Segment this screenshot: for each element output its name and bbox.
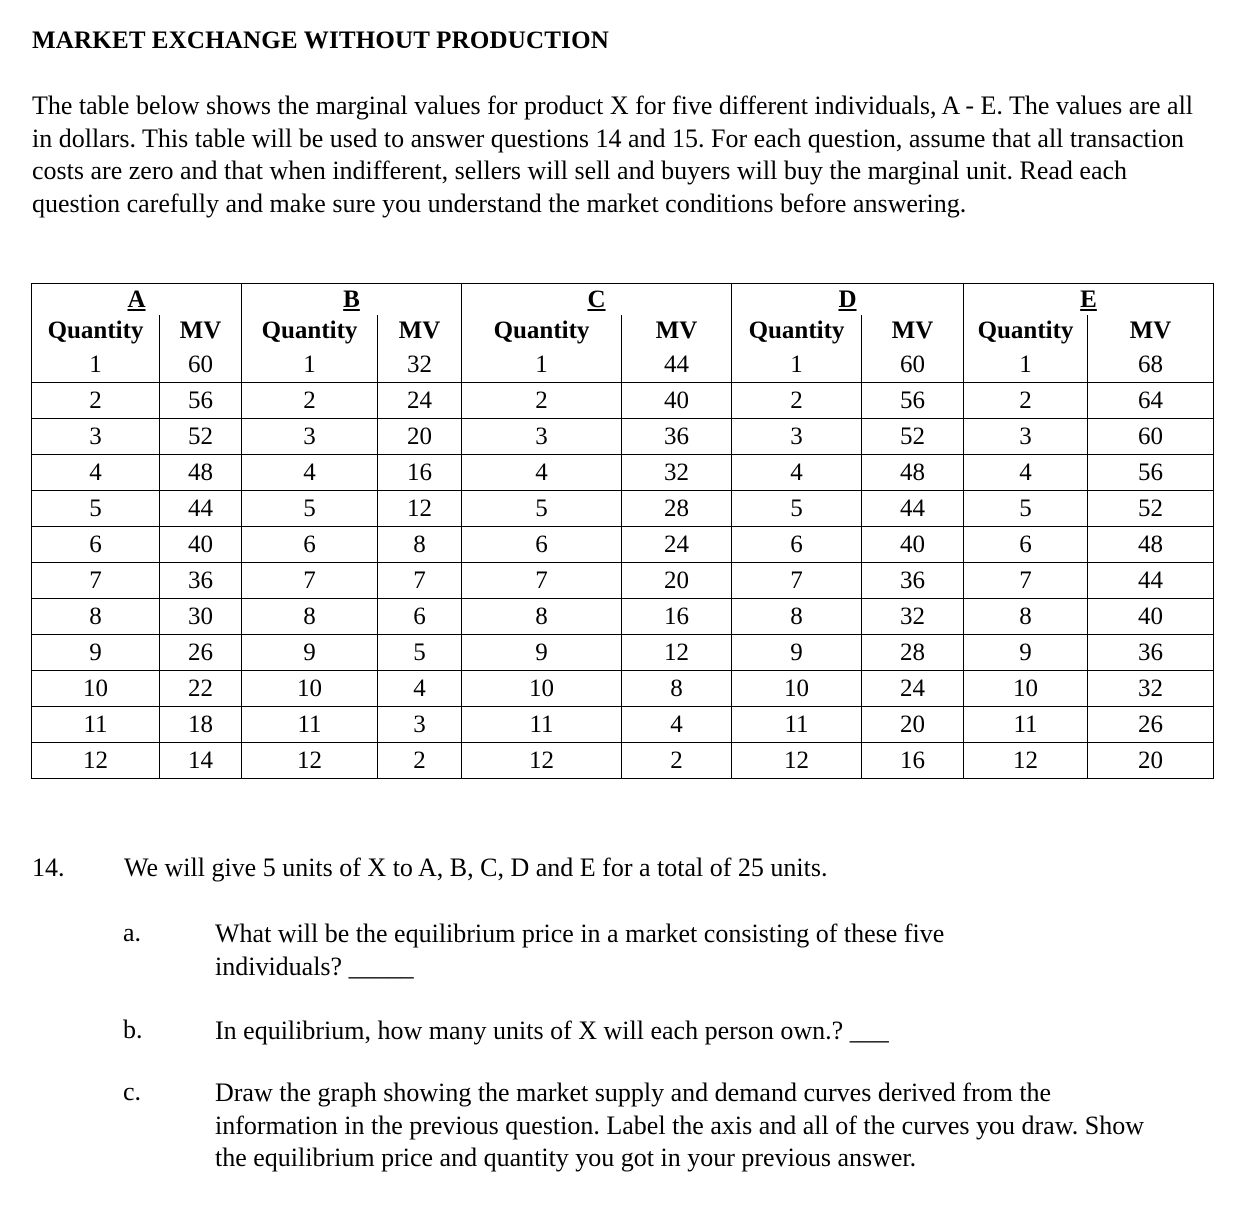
mv-cell-e: 52 [1088,491,1214,527]
quantity-cell-d: 12 [732,743,862,779]
mv-cell-e: 36 [1088,635,1214,671]
document-title: MARKET EXCHANGE WITHOUT PRODUCTION [32,27,610,54]
quantity-cell-d: 2 [732,383,862,419]
part-b-label: b. [123,1015,143,1044]
quantity-cell-a: 10 [32,671,160,707]
table-row [32,455,1214,491]
quantity-cell-e: 7 [964,563,1088,599]
mv-cell-d: 32 [862,599,964,635]
mv-cell-c: 40 [622,383,732,419]
mv-cell-c: 16 [622,599,732,635]
table-row [32,707,1214,743]
quantity-cell-b: 3 [242,419,378,455]
mv-cell-c: 32 [622,455,732,491]
col-header-mv: MV [862,315,964,347]
mv-cell-e: 48 [1088,527,1214,563]
table-row [32,491,1214,527]
quantity-cell-b: 6 [242,527,378,563]
mv-cell-a: 48 [160,455,242,491]
mv-cell-d: 48 [862,455,964,491]
quantity-cell-c: 7 [462,563,622,599]
quantity-cell-b: 7 [242,563,378,599]
quantity-cell-d: 3 [732,419,862,455]
quantity-cell-e: 1 [964,347,1088,383]
quantity-cell-c: 1 [462,347,622,383]
quantity-cell-c: 6 [462,527,622,563]
mv-cell-a: 56 [160,383,242,419]
quantity-cell-a: 1 [32,347,160,383]
mv-cell-b: 8 [378,527,462,563]
quantity-cell-c: 2 [462,383,622,419]
quantity-cell-c: 8 [462,599,622,635]
quantity-cell-d: 8 [732,599,862,635]
quantity-cell-b: 12 [242,743,378,779]
quantity-cell-a: 2 [32,383,160,419]
quantity-cell-b: 5 [242,491,378,527]
mv-cell-e: 68 [1088,347,1214,383]
mv-cell-a: 52 [160,419,242,455]
group-header-row [32,284,1214,316]
part-b-text: In equilibrium, how many units of X will each person own.? ___ [215,1016,889,1045]
mv-cell-e: 60 [1088,419,1214,455]
mv-cell-b: 32 [378,347,462,383]
quantity-cell-a: 7 [32,563,160,599]
quantity-cell-e: 3 [964,419,1088,455]
mv-cell-d: 16 [862,743,964,779]
part-c-text: Draw the graph showing the market supply and demand curves derived from the information in the previous question. Label the axis and all of the curves you draw. Show the equilibrium price and quantity you got in your previous answer. [215,1078,1145,1172]
col-header-quantity: Quantity [32,315,160,347]
mv-cell-a: 22 [160,671,242,707]
col-header-mv: MV [378,315,462,347]
mv-cell-e: 32 [1088,671,1214,707]
quantity-cell-d: 11 [732,707,862,743]
col-header-quantity: Quantity [462,315,622,347]
mv-cell-b: 4 [378,671,462,707]
mv-cell-a: 40 [160,527,242,563]
quantity-cell-a: 8 [32,599,160,635]
col-header-mv: MV [1088,315,1214,347]
mv-cell-c: 20 [622,563,732,599]
quantity-cell-e: 4 [964,455,1088,491]
part-a-text: What will be the equilibrium price in a market consisting of these five individuals? _____ [215,919,945,981]
mv-cell-c: 8 [622,671,732,707]
mv-cell-a: 30 [160,599,242,635]
mv-cell-a: 44 [160,491,242,527]
mv-cell-e: 56 [1088,455,1214,491]
quantity-cell-b: 8 [242,599,378,635]
mv-cell-e: 20 [1088,743,1214,779]
mv-cell-b: 12 [378,491,462,527]
quantity-cell-e: 5 [964,491,1088,527]
mv-cell-d: 60 [862,347,964,383]
quantity-cell-b: 9 [242,635,378,671]
mv-cell-a: 18 [160,707,242,743]
mv-cell-e: 26 [1088,707,1214,743]
group-header-c: C [462,284,732,316]
quantity-cell-c: 3 [462,419,622,455]
quantity-cell-d: 6 [732,527,862,563]
quantity-cell-d: 10 [732,671,862,707]
mv-cell-b: 24 [378,383,462,419]
mv-cell-c: 36 [622,419,732,455]
quantity-cell-d: 1 [732,347,862,383]
group-header-d: D [732,284,964,316]
mv-cell-a: 14 [160,743,242,779]
mv-cell-a: 26 [160,635,242,671]
quantity-cell-d: 7 [732,563,862,599]
part-c-label: c. [123,1077,142,1106]
col-header-quantity: Quantity [732,315,862,347]
quantity-cell-b: 1 [242,347,378,383]
mv-cell-c: 24 [622,527,732,563]
mv-cell-d: 28 [862,635,964,671]
quantity-cell-a: 12 [32,743,160,779]
quantity-cell-a: 4 [32,455,160,491]
mv-cell-d: 36 [862,563,964,599]
mv-cell-b: 6 [378,599,462,635]
quantity-cell-b: 2 [242,383,378,419]
quantity-cell-a: 3 [32,419,160,455]
table-row [32,671,1214,707]
mv-cell-a: 60 [160,347,242,383]
table-row [32,419,1214,455]
group-header-b: B [242,284,462,316]
mv-cell-d: 40 [862,527,964,563]
mv-cell-d: 20 [862,707,964,743]
quantity-cell-b: 4 [242,455,378,491]
column-header-row [32,315,1214,347]
mv-cell-a: 36 [160,563,242,599]
mv-cell-c: 2 [622,743,732,779]
quantity-cell-e: 9 [964,635,1088,671]
quantity-cell-d: 4 [732,455,862,491]
quantity-cell-c: 12 [462,743,622,779]
question-number: 14. [32,853,65,882]
col-header-mv: MV [622,315,732,347]
quantity-cell-c: 5 [462,491,622,527]
quantity-cell-d: 9 [732,635,862,671]
quantity-cell-a: 11 [32,707,160,743]
mv-cell-b: 5 [378,635,462,671]
marginal-value-table [31,283,1214,779]
quantity-cell-c: 11 [462,707,622,743]
mv-cell-b: 20 [378,419,462,455]
quantity-cell-a: 5 [32,491,160,527]
mv-cell-e: 44 [1088,563,1214,599]
table-row [32,527,1214,563]
table-row [32,743,1214,779]
col-header-quantity: Quantity [242,315,378,347]
quantity-cell-e: 11 [964,707,1088,743]
mv-cell-b: 3 [378,707,462,743]
quantity-cell-e: 12 [964,743,1088,779]
mv-cell-d: 56 [862,383,964,419]
quantity-cell-e: 2 [964,383,1088,419]
mv-cell-d: 24 [862,671,964,707]
mv-cell-c: 4 [622,707,732,743]
quantity-cell-a: 9 [32,635,160,671]
mv-cell-c: 44 [622,347,732,383]
table-row [32,635,1214,671]
quantity-cell-c: 4 [462,455,622,491]
table-row [32,347,1214,383]
quantity-cell-e: 8 [964,599,1088,635]
mv-cell-b: 16 [378,455,462,491]
mv-cell-d: 52 [862,419,964,455]
col-header-mv: MV [160,315,242,347]
question-text: We will give 5 units of X to A, B, C, D and E for a total of 25 units. [124,853,828,882]
quantity-cell-b: 10 [242,671,378,707]
quantity-cell-e: 10 [964,671,1088,707]
quantity-cell-c: 9 [462,635,622,671]
quantity-cell-b: 11 [242,707,378,743]
mv-cell-e: 64 [1088,383,1214,419]
part-a-label: a. [123,918,142,947]
quantity-cell-e: 6 [964,527,1088,563]
col-header-quantity: Quantity [964,315,1088,347]
mv-cell-e: 40 [1088,599,1214,635]
table-row [32,383,1214,419]
quantity-cell-d: 5 [732,491,862,527]
group-header-a: A [32,284,242,316]
table-row [32,599,1214,635]
table-row [32,563,1214,599]
mv-cell-c: 12 [622,635,732,671]
mv-cell-d: 44 [862,491,964,527]
mv-cell-b: 7 [378,563,462,599]
group-header-e: E [964,284,1214,316]
quantity-cell-a: 6 [32,527,160,563]
mv-cell-c: 28 [622,491,732,527]
intro-paragraph: The table below shows the marginal values for product X for five different individuals, A - E. The values are all in dollars. This table will be used to answer questions 14 and 15. For each question, assume that all transaction costs are zero and that when indifferent, sellers will sell and buyers will buy the marginal unit. Read each question carefully and make sure you understand the market conditions before answering. [32,91,1194,218]
quantity-cell-c: 10 [462,671,622,707]
mv-cell-b: 2 [378,743,462,779]
